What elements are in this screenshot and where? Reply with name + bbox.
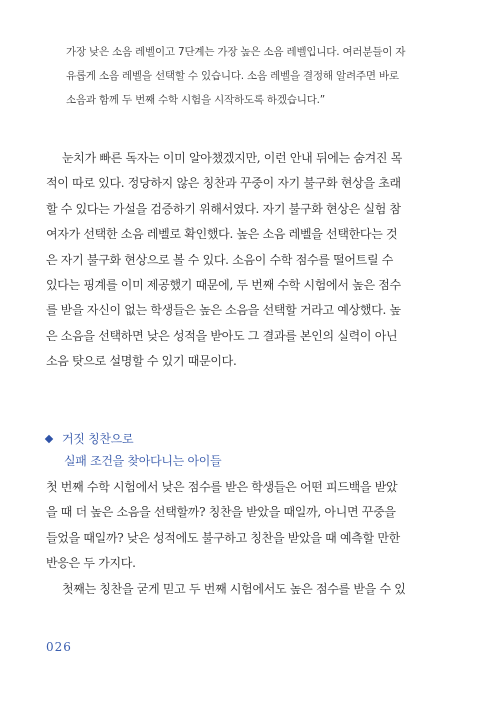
paragraph-line: 할 수 있다는 가설을 검증하기 위해서였다. 자기 불구화 현상은 실험 참	[46, 201, 401, 216]
quoted-instructions	[66, 40, 446, 112]
paragraph-line: 을 때 더 높은 소음을 선택할까? 칭찬을 받았을 때일까, 아니면 꾸중을	[46, 505, 396, 520]
paragraph-line: 소음 탓으로 설명할 수 있기 때문이다.	[46, 354, 237, 369]
body-paragraph-2	[46, 475, 454, 602]
paragraph-line: 들었을 때일까? 낮은 성적에도 불구하고 칭찬을 받았을 때 예측할 만한	[46, 530, 400, 545]
quote-line: 소음과 함께 두 번째 수학 시험을 시작하도록 하겠습니다.”	[66, 94, 326, 106]
paragraph-line: 반응은 두 가지다.	[46, 556, 136, 571]
paragraph-line: 은 자기 불구화 현상으로 볼 수 있다. 소음이 수학 점수를 떨어트릴 수	[46, 252, 394, 267]
paragraph-line: 여자가 선택한 소음 레벨로 확인했다. 높은 소음 레벨을 선택한다는 것	[46, 227, 398, 242]
paragraph-line: 눈치가 빠른 독자는 이미 알아챘겠지만, 이런 안내 뒤에는 숨겨진 목	[62, 151, 403, 165]
paragraph-line: 은 소음을 선택하면 낮은 성적을 받아도 그 결과를 본인의 실력이 아닌	[46, 328, 398, 343]
paragraph-line: 있다는 핑계를 이미 제공했기 때문에, 두 번째 수학 시험에서 높은 점수	[46, 278, 401, 293]
diamond-bullet-icon	[45, 434, 53, 442]
paragraph-line: 첫 번째 수학 시험에서 낮은 점수를 받은 학생들은 어떤 피드백을 받았	[46, 480, 398, 494]
section-subtitle: 실패 조건을 찾아다니는 아이들	[64, 454, 222, 468]
paragraph-line: 첫째는 칭찬을 굳게 믿고 두 번째 시험에서도 높은 점수를 받을 수 있	[62, 581, 406, 596]
paragraph-line: 적이 따로 있다. 정당하지 않은 칭찬과 꾸중이 자기 불구화 현상을 초래	[46, 176, 401, 191]
quote-line: 유롭게 소음 레벨을 선택할 수 있습니다. 소음 레벨을 결정해 알려주면 바로	[66, 70, 399, 82]
section-title: 거짓 칭찬으로	[62, 432, 134, 446]
quote-line: 가장 낮은 소음 레벨이고 7단계는 가장 높은 소음 레벨입니다. 여러분들이 자	[66, 46, 406, 58]
section-heading	[46, 428, 346, 472]
paragraph-line: 를 받을 자신이 없는 학생들은 높은 소음을 선택할 거라고 예상했다. 높	[46, 303, 401, 318]
page-number: 026	[46, 640, 72, 654]
body-paragraph-1	[46, 146, 454, 375]
